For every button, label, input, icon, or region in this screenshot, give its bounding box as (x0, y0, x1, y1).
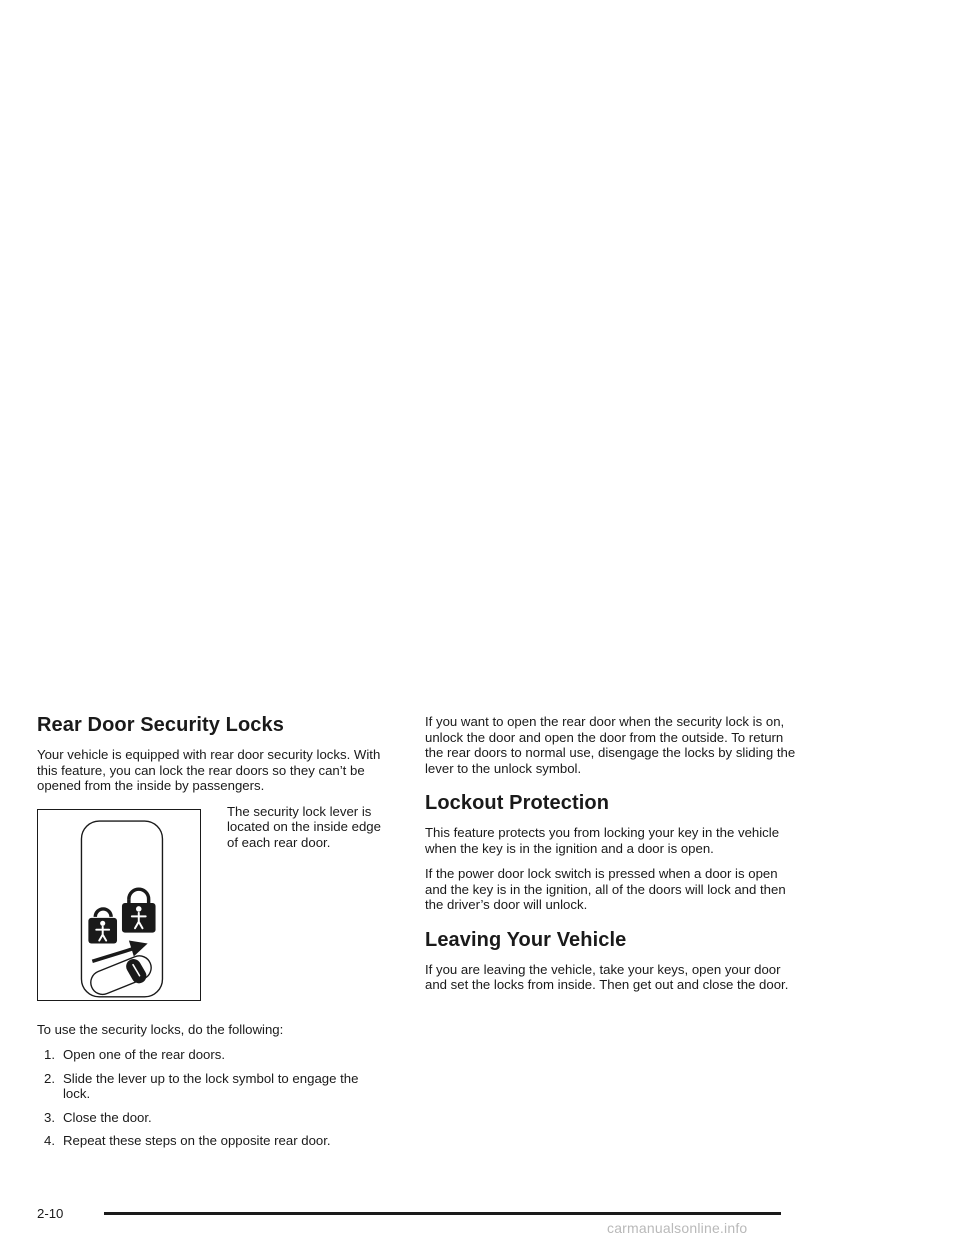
step-number: 3. (44, 1109, 55, 1125)
list-item (37, 1133, 387, 1149)
step-text: Close the door. (63, 1109, 152, 1125)
left-column (37, 714, 387, 1157)
security-lock-open-paragraph: If you want to open the rear door when the security lock is on, unlock the door and open the door from the outside. To return the rear doors to normal use, disengage the locks by sliding the lever to the unlock symbol. (425, 714, 796, 776)
lockout-paragraph-2: If the power door lock switch is pressed when a door is open and the key is in the ignition, all of the doors will lock and then the driver’s door will unlock. (425, 866, 786, 912)
section-heading-lockout-protection: Lockout Protection (425, 792, 610, 814)
step-text: Slide the lever up to the lock symbol to engage the lock. (63, 1070, 359, 1101)
locked-padlock-child-icon (122, 889, 156, 932)
figure-row (37, 804, 387, 1004)
steps-intro: To use the security locks, do the following: (37, 1021, 284, 1037)
step-number: 4. (44, 1133, 55, 1148)
step-text: Repeat these steps on the opposite rear door. (63, 1133, 331, 1148)
step-number: 1. (44, 1047, 55, 1062)
arrow-icon (92, 940, 147, 961)
page-number: 2-10 (37, 1206, 64, 1221)
intro-paragraph: Your vehicle is equipped with rear door security locks. With this feature, you can lock the rear doors so they can’t be opened from the inside by passengers. (37, 747, 381, 793)
figure-caption: The security lock lever is located on the inside edge of each rear door. (227, 803, 381, 850)
leaving-vehicle-paragraph: If you are leaving the vehicle, take your keys, open your door and set the locks from inside. Then get out and close the door. (425, 961, 789, 992)
list-item (37, 1047, 387, 1063)
right-column (425, 714, 800, 1003)
footer-divider (104, 1212, 781, 1215)
watermark: carmanualsonline.info (607, 1220, 748, 1236)
unlocked-padlock-child-icon (88, 908, 117, 943)
section-heading-rear-door-security-locks: Rear Door Security Locks (37, 714, 284, 736)
security-lock-lever-illustration (37, 809, 201, 1001)
list-item (37, 1110, 387, 1126)
section-heading-leaving-your-vehicle: Leaving Your Vehicle (425, 928, 627, 951)
steps-list (37, 1047, 387, 1149)
step-text: Open one of the rear doors. (63, 1047, 226, 1062)
list-item (37, 1071, 387, 1102)
step-number: 2. (44, 1070, 55, 1086)
lockout-paragraph-1: This feature protects you from locking your key in the vehicle when the key is in the ignition and a door is open. (425, 825, 780, 856)
